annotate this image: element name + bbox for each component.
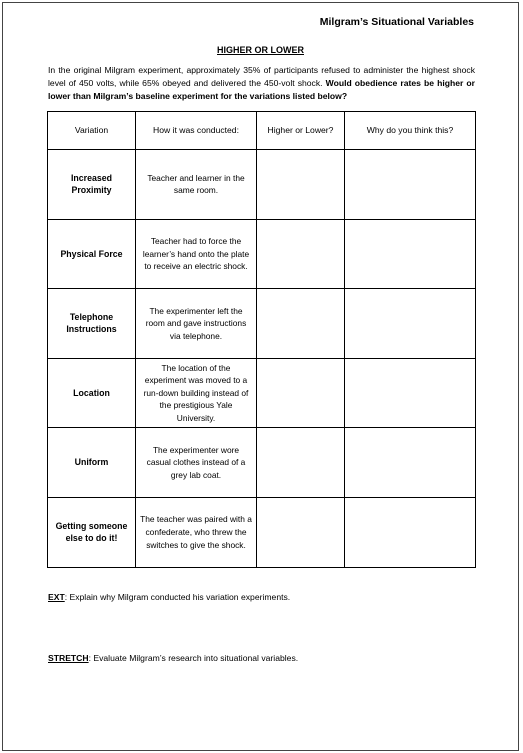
ext-task [48, 592, 290, 602]
variation-cell: Getting someone else to do it! [48, 497, 136, 567]
intro-question: Would obedience rates be higher or lower than Milgram’s baseline experiment for the variations listed below? [48, 78, 475, 101]
header-higher-or-lower: Higher or Lower? [257, 112, 345, 150]
header-variation: Variation [48, 112, 136, 150]
table-row [48, 428, 476, 498]
document-page [2, 2, 519, 751]
document-title: Milgram’s Situational Variables [319, 16, 474, 28]
variation-cell: Increased Proximity [48, 150, 136, 220]
variation-cell: Uniform [48, 428, 136, 498]
variation-cell: Location [48, 358, 136, 428]
higher-lower-cell[interactable] [257, 497, 345, 567]
higher-lower-cell[interactable] [257, 358, 345, 428]
ext-text: : Explain why Milgram conducted his variation experiments. [64, 592, 291, 602]
why-cell[interactable] [345, 219, 476, 289]
why-cell[interactable] [345, 497, 476, 567]
conducted-cell: Teacher and learner in the same room. [136, 150, 257, 220]
variations-table [47, 111, 476, 568]
intro-text: In the original Milgram experiment, approximately 35% of participants refused to administer the highest shock level of 450 volts, while 65% obeyed and delivered the 450-volt shock. [48, 65, 475, 88]
variation-cell: Telephone Instructions [48, 289, 136, 359]
conducted-cell: The teacher was paired with a confederate, who threw the switches to give the shock. [136, 497, 257, 567]
section-heading: HIGHER OR LOWER [217, 45, 304, 55]
table-row [48, 289, 476, 359]
why-cell[interactable] [345, 150, 476, 220]
stretch-text: : Evaluate Milgram’s research into situational variables. [88, 653, 299, 663]
why-cell[interactable] [345, 289, 476, 359]
conducted-cell: Teacher had to force the learner’s hand onto the plate to receive an electric shock. [136, 219, 257, 289]
stretch-task [48, 653, 298, 663]
stretch-label: STRETCH [48, 653, 89, 663]
intro-paragraph [48, 64, 475, 103]
ext-label: EXT [48, 592, 65, 602]
table-row [48, 219, 476, 289]
conducted-cell: The experimenter left the room and gave instructions via telephone. [136, 289, 257, 359]
table-row [48, 497, 476, 567]
why-cell[interactable] [345, 428, 476, 498]
header-why: Why do you think this? [345, 112, 476, 150]
why-cell[interactable] [345, 358, 476, 428]
variation-cell: Physical Force [48, 219, 136, 289]
higher-lower-cell[interactable] [257, 219, 345, 289]
conducted-cell: The experimenter wore casual clothes instead of a grey lab coat. [136, 428, 257, 498]
header-how-conducted: How it was conducted: [136, 112, 257, 150]
higher-lower-cell[interactable] [257, 150, 345, 220]
table-row [48, 150, 476, 220]
conducted-cell: The location of the experiment was moved to a run-down building instead of the prestigious Yale University. [136, 358, 257, 428]
table-row [48, 358, 476, 428]
higher-lower-cell[interactable] [257, 428, 345, 498]
table-header-row [48, 112, 476, 150]
higher-lower-cell[interactable] [257, 289, 345, 359]
